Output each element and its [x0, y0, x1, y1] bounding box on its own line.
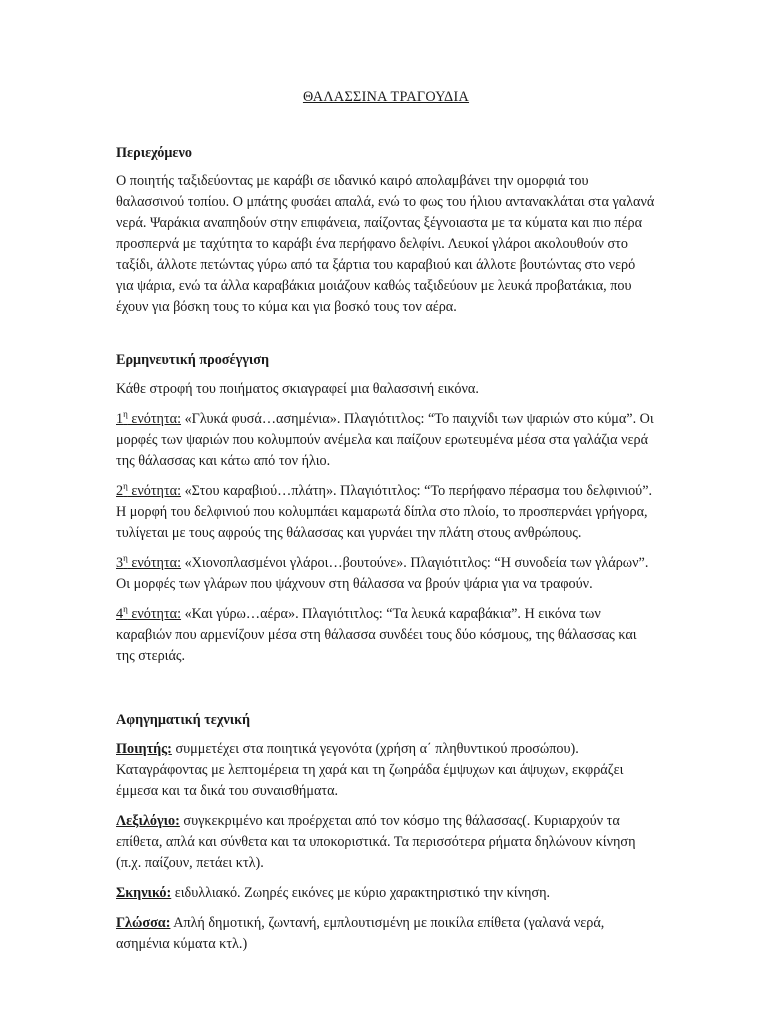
interpretive-section: [116, 350, 656, 667]
unit-text: «Χιονοπλασμένοι γλάροι…βουτούνε». Πλαγιότιτλος: “Η συνοδεία των γλάρων”. Οι μορφές των γλάρων που ψάχνουν στη θάλασσα να βρούν ψάρια για να τραφούν.: [116, 555, 649, 592]
narrative-item-text: Απλή δημοτική, ζωντανή, εμπλουτισμένη με ποικίλα επίθετα (γαλανά νερά, ασημένια κύματα κτλ.): [116, 915, 605, 952]
content-heading: Περιεχόμενο: [116, 145, 192, 161]
unit-paragraph: [116, 481, 656, 544]
narrative-item-label: Ποιητής:: [116, 741, 172, 757]
unit-label: $2^\eta$ ενότητα:: [116, 481, 182, 499]
narrative-item-text: συγκεκριμένο και προέρχεται από τον κόσμο της θάλασσας(. Κυριαρχούν τα επίθετα, απλά και σύνθετα και τα υποκοριστικά. Τα περισσότερα ρήματα δηλώνουν κίνηση (π.χ. παίζουν, πετάει κτλ).: [116, 813, 636, 871]
narrative-item: [116, 811, 656, 874]
content-paragraph: Ο ποιητής ταξιδεύοντας με καράβι σε ιδανικό καιρό απολαμβάνει την ομορφιά του θαλασσινού τοπίου. Ο μπάτης φυσάει απαλά, ενώ το φως του ήλιου αντανακλάται στα γαλανά νερά. Ψαράκια αναπηδούν στην επιφάνεια, παίζοντας ξέγνοιαστα με τα κύματα και πιο πέρα προσπερνά με ταχύτητα το καράβι ένα περήφανο δελφίνι. Λευκοί γλάροι ακολουθούν στο ταξίδι, άλλοτε πετώντας γύρω από τα ξάρτια του καραβιού και άλλοτε βουτώντας στο νερό για ψάρια, ενώ τα άλλα καραβάκια μοιάζουν καθώς ταξιδεύουν με λευκά προβατάκια, που έχουν για βόσκη τους το κύμα και για βοσκό τους τον αέρα.: [116, 173, 655, 315]
unit-text: «Γλυκά φυσά…ασημένια». Πλαγιότιτλος: “Το παιχνίδι των ψαριών στο κύμα”. Οι μορφές των ψαριών που κολυμπούν ανέμελα και παίζουν ερωτευμένα μέσα στα γαλάζια νερά της θάλασσας και κάτω από τον ήλιο.: [116, 411, 654, 469]
narrative-heading: Αφηγηματική τεχνική: [116, 712, 251, 728]
document-title: ΘΑΛΑΣΣΙΝΑ ΤΡΑΓΟΥΔΙΑ: [302, 89, 470, 105]
unit-text: «Στου καραβιού…πλάτη». Πλαγιότιτλος: “Το περήφανο πέρασμα του δελφινιού”. Η μορφή του δελφινιού που κολυμπάει καμαρωτά δίπλα στο πλοίο, το προσπερνάει γρήγορα, τυλίγεται με τους αφρούς της θάλασσας και γυρνάει την πλάτη στους ανθρώπους.: [116, 483, 653, 541]
narrative-section: [116, 710, 656, 955]
content-section: [116, 143, 656, 318]
unit-paragraph: [116, 604, 656, 667]
interpretive-heading: Ερμηνευτική προσέγγιση: [116, 352, 270, 368]
narrative-item-label: Γλώσσα:: [116, 915, 171, 931]
unit-paragraph: [116, 409, 656, 472]
narrative-item-label: Σκηνικό:: [116, 885, 172, 901]
unit-paragraph: [116, 553, 656, 595]
interpretive-intro: Κάθε στροφή του ποιήματος σκιαγραφεί μια θαλασσινή εικόνα.: [116, 381, 479, 397]
unit-label: $1^\eta$ ενότητα:: [116, 409, 182, 427]
narrative-item-text: ειδυλλιακό. Ζωηρές εικόνες με κύριο χαρακτηριστικό την κίνηση.: [171, 885, 551, 901]
unit-text: «Και γύρω…αέρα». Πλαγιότιτλος: “Τα λευκά καραβάκια”. Η εικόνα των καραβιών που αρμενίζουν μέσα στη θάλασσα συνδέει τους δύο κόσμους, της θάλασσας και της στεριάς.: [116, 606, 637, 664]
narrative-item-label: Λεξιλόγιο:: [116, 813, 180, 829]
narrative-item: [116, 739, 656, 802]
narrative-item: [116, 883, 656, 904]
unit-label: $4^\eta$ ενότητα:: [116, 604, 182, 622]
unit-label: $3^\eta$ ενότητα:: [116, 553, 182, 571]
narrative-item: [116, 913, 656, 955]
narrative-item-text: συμμετέχει στα ποιητικά γεγονότα (χρήση α΄ πληθυντικού προσώπου). Καταγράφοντας με λεπτομέρεια τη χαρά και τη ζωηράδα έμψυχων και άψυχων, εκφράζει έμμεσα και τα δικά του συναισθήματα.: [116, 741, 624, 799]
